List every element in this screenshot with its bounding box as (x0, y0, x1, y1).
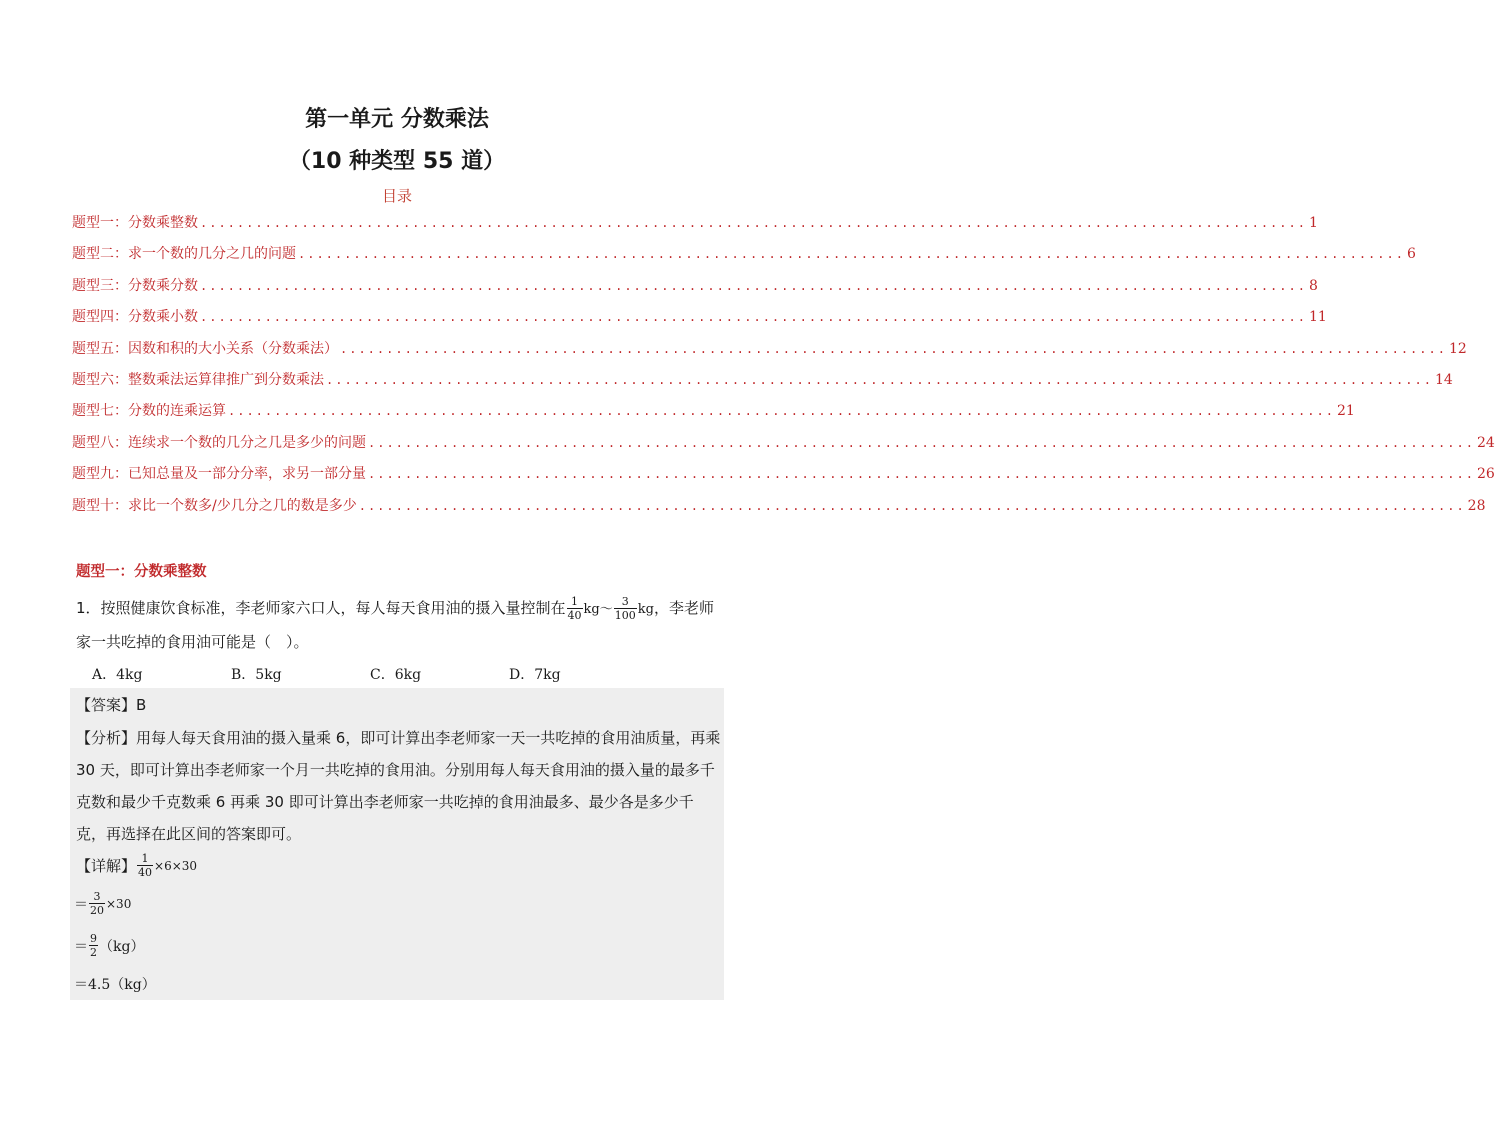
expression-rest: ×30 (106, 896, 132, 911)
question-text-part: ，李老师家一共吃掉的食用油可能是（ ）。 (76, 599, 714, 651)
toc-leader-dots: ........................................................................................................................ (200, 216, 1307, 230)
toc-entry-label: 题型五：因数和积的大小关系（分数乘法） (72, 340, 338, 357)
toc-entry[interactable] (72, 369, 1453, 400)
toc-entry-label: 题型九：已知总量及一部分分率，求另一部分量 (72, 466, 366, 483)
equals-sign: ＝ (74, 938, 88, 955)
equals-sign: ＝ (74, 896, 88, 913)
toc-heading: 目录 (381, 187, 412, 205)
toc-leader-dots: ........................................................................................................................ (228, 404, 1335, 419)
toc-leader-dots: ........................................................................................................................ (200, 310, 1307, 325)
toc-entry[interactable] (72, 212, 1318, 243)
fraction-numerator: 3 (93, 890, 101, 903)
toc-leader-dots: ........................................................................................................................ (340, 341, 1447, 356)
expression-rest: （kg） (99, 938, 145, 955)
toc-entry-label: 题型十：求比一个数多/少几分之几的数是多少 (72, 497, 357, 514)
toc-entry-label: 题型二：求一个数的几分之几的问题 (72, 246, 296, 263)
fraction-denominator: 40 (567, 609, 582, 622)
section-heading: 题型一：分数乘整数 (76, 564, 207, 580)
toc-entry[interactable] (72, 338, 1467, 369)
toc-entry-label: 题型三：分数乘分数 (72, 277, 198, 294)
toc-entry[interactable] (72, 432, 1495, 463)
fraction-denominator: 100 (614, 609, 636, 622)
toc-entry[interactable] (72, 463, 1495, 494)
fraction-numerator: 3 (621, 595, 629, 608)
toc-leader-dots: ........................................................................................................................ (326, 372, 1433, 387)
table-of-contents (72, 212, 1495, 526)
fraction-numerator: 1 (141, 852, 149, 865)
fraction (89, 890, 105, 917)
toc-entry-label: 题型七：分数的连乘运算 (72, 403, 226, 420)
toc-entry-page: 28 (1467, 497, 1486, 514)
option-b[interactable]: B．5kg (231, 667, 282, 683)
fraction-denominator: 40 (138, 866, 153, 879)
question-text (76, 592, 726, 658)
toc-entry[interactable] (72, 400, 1355, 431)
toc-entry-label: 题型一：分数乘整数 (72, 215, 198, 231)
unit-label: kg～ (583, 602, 613, 617)
toc-entry-label: 题型八：连续求一个数的几分之几是多少的问题 (72, 434, 366, 451)
analysis-text: 【分析】用每人每天食用油的摄入量乘 6，即可计算出李老师家一天一共吃掉的食用油质量，再乘 30 天，即可计算出李老师家一个月一共吃掉的食用油。分别用每人每天食用油的摄入量的最多千克数和最少千克数乘 6 再乘 30 即可计算出李老师家一共吃掉的食用油最多、最少各是多少千克，再选择在此区间的答案即可。 (76, 729, 721, 843)
toc-entry-page: 24 (1476, 434, 1495, 451)
fraction-numerator: 9 (90, 932, 97, 945)
toc-entry-label: 题型六：整数乘法运算律推广到分数乘法 (72, 371, 324, 388)
option-c[interactable]: C．6kg (370, 667, 422, 683)
detail-label: 【详解】 (76, 857, 137, 875)
page-title: 第一单元 分数乘法 (305, 107, 489, 132)
fraction (137, 852, 153, 879)
toc-entry[interactable] (72, 495, 1486, 526)
toc-leader-dots: ........................................................................................................................ (298, 247, 1405, 262)
answer-line: 【答案】B (76, 696, 147, 714)
toc-entry-page: 14 (1434, 371, 1453, 388)
page-subtitle: （10 种类型 55 道） (288, 149, 506, 174)
expression-rest: ×6×30 (154, 858, 198, 873)
option-a[interactable]: A．4kg (92, 667, 143, 683)
toc-entry-page: 11 (1308, 309, 1327, 326)
toc-entry-page: 6 (1406, 246, 1416, 263)
fraction-denominator: 2 (90, 946, 97, 959)
toc-entry[interactable] (72, 243, 1416, 274)
question-text-part: 1．按照健康饮食标准，李老师家六口人，每人每天食用油的摄入量控制在 (76, 599, 566, 617)
unit-label: kg (637, 602, 654, 617)
fraction-denominator: 20 (90, 904, 104, 917)
toc-entry-page: 26 (1476, 466, 1495, 483)
fraction (614, 595, 637, 622)
answer-options (92, 664, 712, 684)
toc-entry-label: 题型四：分数乘小数 (72, 309, 198, 326)
toc-entry[interactable] (72, 306, 1327, 337)
toc-leader-dots: ........................................................................................................................ (200, 278, 1307, 293)
toc-entry-page: 21 (1336, 403, 1355, 420)
detail-line (76, 852, 721, 879)
option-d[interactable]: D．7kg (509, 667, 561, 683)
fraction-numerator: 1 (571, 595, 579, 608)
fraction (89, 932, 98, 959)
calc-step-2 (74, 932, 144, 959)
toc-entry-page: 8 (1308, 277, 1318, 294)
toc-leader-dots: ........................................................................................................................ (358, 498, 1466, 513)
calc-step-3: ＝4.5（kg） (74, 977, 156, 993)
calc-step-1 (74, 890, 131, 917)
toc-entry-page: 1 (1308, 215, 1318, 231)
fraction (567, 595, 583, 622)
toc-entry-page: 12 (1448, 340, 1467, 357)
toc-entry[interactable] (72, 275, 1318, 306)
toc-leader-dots: ........................................................................................................................ (368, 467, 1475, 482)
toc-leader-dots: ........................................................................................................................ (368, 435, 1475, 450)
